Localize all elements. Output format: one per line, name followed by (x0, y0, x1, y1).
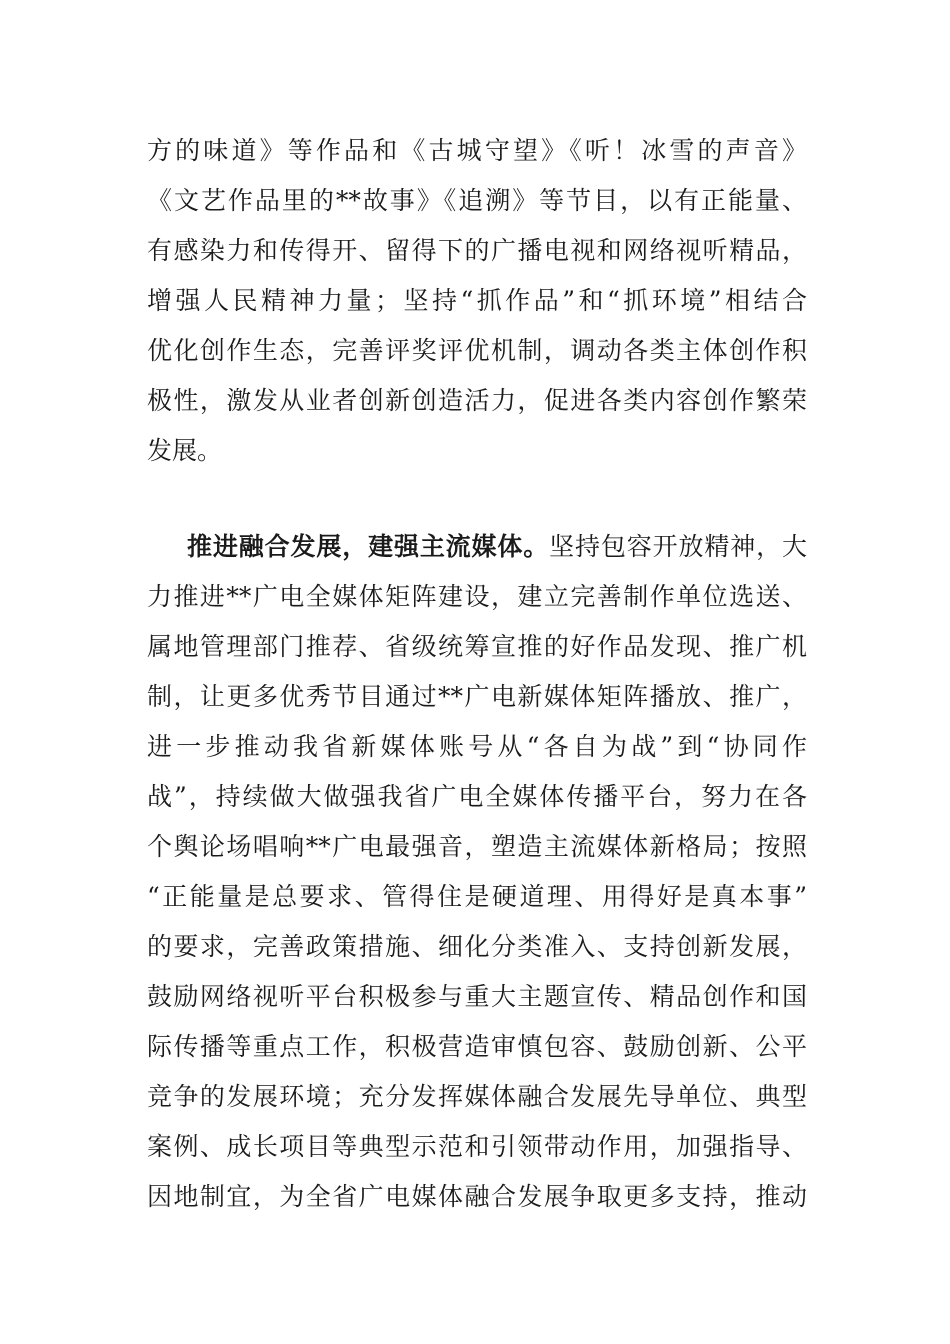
heading-continuation: 坚持包容开放精神，大 (549, 532, 807, 561)
text-line: 增强人民精神力量；坚持“抓作品”和“抓环境”相结合 (147, 286, 807, 315)
text-line: 竞争的发展环境；充分发挥媒体融合发展先导单位、典型 (147, 1082, 807, 1111)
text-line: 际传播等重点工作，积极营造审慎包容、鼓励创新、公平 (147, 1032, 807, 1061)
text-line: 战”，持续做大做强我省广电全媒体传播平台，努力在各 (147, 782, 807, 811)
text-line: 有感染力和传得开、留得下的广播电视和网络视听精品， (147, 236, 807, 265)
text-line: 属地管理部门推荐、省级统筹宣推的好作品发现、推广机 (147, 632, 807, 661)
paragraph-creation (147, 126, 807, 476)
text-line: 因地制宜，为全省广电媒体融合发展争取更多支持，推动 (147, 1182, 807, 1211)
paragraph-first-line (147, 522, 807, 572)
text-line: “正能量是总要求、管得住是硬道理、用得好是真本事” (147, 882, 807, 911)
text-line: 个舆论场唱响**广电最强音，塑造主流媒体新格局；按照 (147, 832, 807, 861)
text-line: 鼓励网络视听平台积极参与重大主题宣传、精品创作和国 (147, 982, 807, 1011)
text-line: 案例、成长项目等典型示范和引领带动作用，加强指导、 (147, 1132, 807, 1161)
text-line: 极性，激发从业者创新创造活力，促进各类内容创作繁荣 (147, 386, 807, 415)
text-line: 《文艺作品里的**故事》《追溯》等节目，以有正能量、 (147, 186, 807, 215)
text-line: 的要求，完善政策措施、细化分类准入、支持创新发展， (147, 932, 807, 961)
text-line: 力推进**广电全媒体矩阵建设，建立完善制作单位选送、 (147, 582, 807, 611)
text-line: 优化创作生态，完善评奖评优机制，调动各类主体创作积 (147, 336, 807, 365)
text-line: 制，让更多优秀节目通过**广电新媒体矩阵播放、推广， (147, 682, 807, 711)
document-body (147, 126, 807, 1222)
paragraph-media-integration (147, 522, 807, 1222)
text-line: 进一步推动我省新媒体账号从“各自为战”到“协同作 (147, 732, 807, 761)
paragraph-gap (147, 476, 807, 522)
text-line: 方的味道》等作品和《古城守望》《听！冰雪的声音》 (147, 136, 807, 165)
text-line: 发展。 (147, 436, 223, 465)
paragraph-heading: 推进融合发展，建强主流媒体。 (187, 532, 550, 561)
